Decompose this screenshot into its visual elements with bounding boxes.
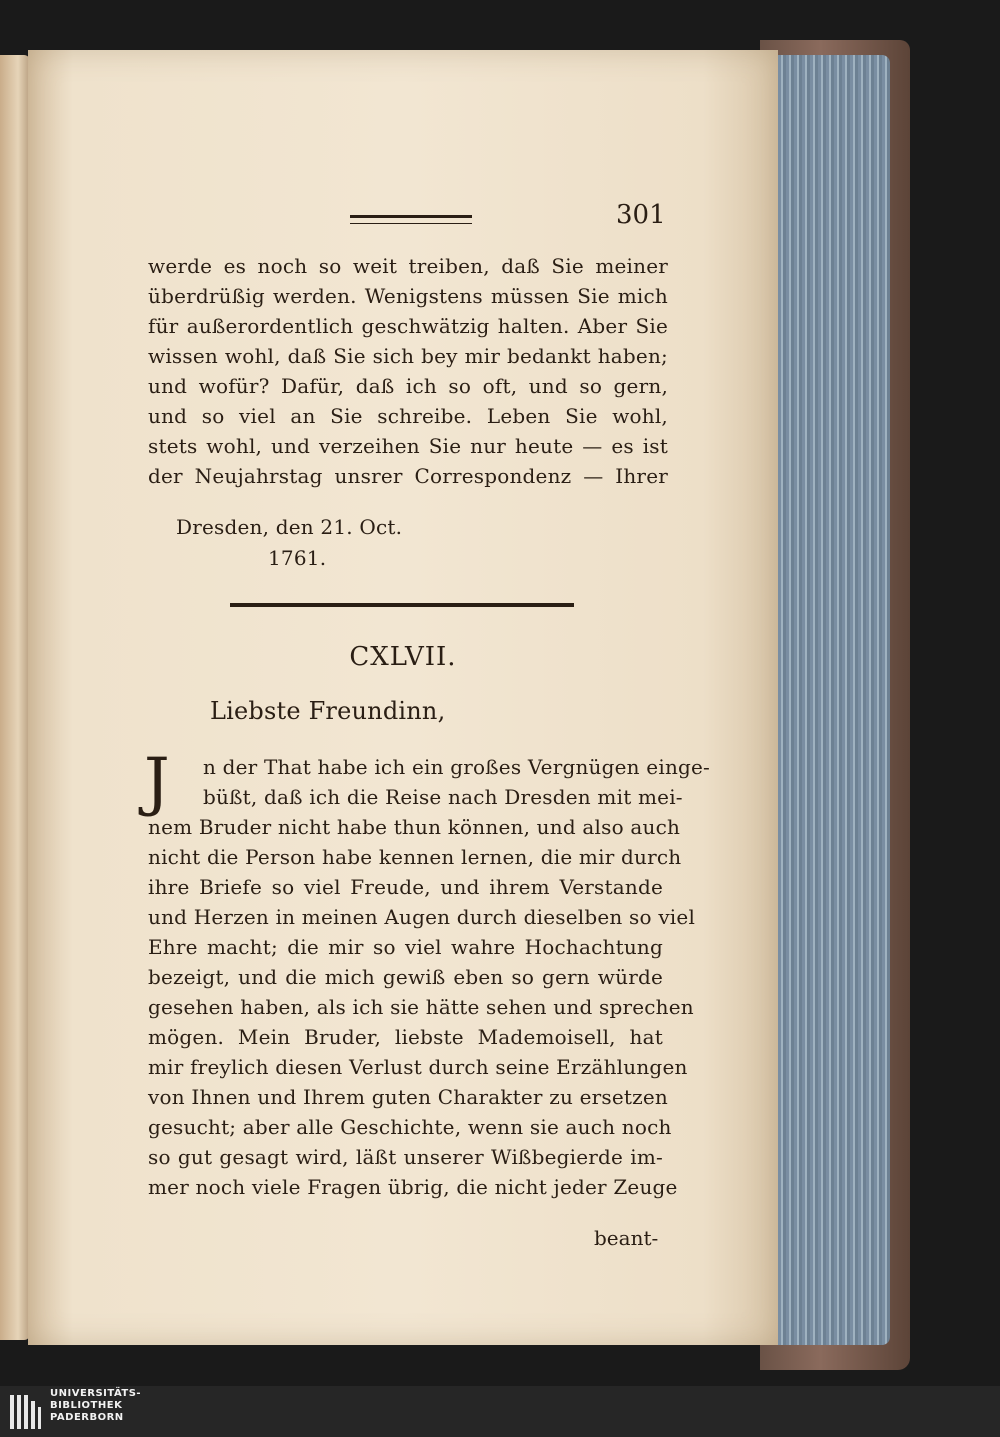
- facing-page-edge: [0, 55, 30, 1340]
- text-line: und Herzen in meinen Augen durch dieselben so viel: [148, 905, 696, 929]
- text-line: gesucht; aber alle Geschichte, wenn sie auch noch: [148, 1115, 672, 1139]
- text-line: stets wohl, und verzeihen Sie nur heute — es ist: [148, 434, 668, 458]
- text-line: nem Bruder nicht habe thun können, und also auch: [148, 815, 681, 839]
- header-rule: [350, 215, 472, 224]
- text-line: ihre Briefe so viel Freude, und ihrem Verstande: [148, 875, 663, 899]
- text-line: n der That habe ich ein großes Vergnügen einge-: [203, 755, 711, 779]
- letter-number: CXLVII.: [349, 642, 457, 672]
- text-line: so gut gesagt wird, läßt unserer Wißbegierde im-: [148, 1145, 663, 1169]
- catchword: beant-: [594, 1226, 659, 1250]
- page-number: 301: [616, 200, 666, 230]
- library-logo-text: [50, 1388, 141, 1424]
- previous-letter-ending: [148, 251, 668, 491]
- text-line: Ehre macht; die mir so viel wahre Hochachtung: [148, 935, 663, 959]
- text-line: mir freylich diesen Verlust durch seine Erzählungen: [148, 1055, 688, 1079]
- text-line: von Ihnen und Ihrem guten Charakter zu ersetzen: [148, 1085, 668, 1109]
- text-line: mer noch viele Fragen übrig, die nicht jeder Zeuge: [148, 1175, 678, 1199]
- text-line: büßt, daß ich die Reise nach Dresden mit mei-: [203, 785, 683, 809]
- text-line: und so viel an Sie schreibe. Leben Sie wohl,: [148, 404, 668, 428]
- letter-body: [148, 752, 711, 1202]
- text-line: nicht die Person habe kennen lernen, die mir durch: [148, 845, 682, 869]
- place-date: Dresden, den 21. Oct.: [176, 515, 403, 539]
- text-line: überdrüßig werden. Wenigstens müssen Sie mich: [148, 284, 668, 308]
- section-divider: [230, 603, 574, 607]
- library-logo-icon: [8, 1391, 42, 1433]
- text-line: bezeigt, und die mich gewiß eben so gern würde: [148, 965, 663, 989]
- book-page: [28, 50, 778, 1345]
- logo-line: BIBLIOTHEK: [50, 1400, 123, 1411]
- text-line: für außerordentlich geschwätzig halten. Aber Sie: [148, 314, 668, 338]
- text-line: wissen wohl, daß Sie sich bey mir bedankt haben;: [148, 344, 668, 368]
- salutation: Liebste Freundinn,: [210, 697, 446, 725]
- text-line: gesehen haben, als ich sie hätte sehen und sprechen: [148, 995, 694, 1019]
- text-line: werde es noch so weit treiben, daß Sie meiner: [148, 254, 668, 278]
- footer-bar: [0, 1386, 1000, 1437]
- year: 1761.: [268, 546, 327, 570]
- text-line: mögen. Mein Bruder, liebste Mademoisell, hat: [148, 1025, 663, 1049]
- logo-line: PADERBORN: [50, 1412, 124, 1423]
- text-line: der Neujahrstag unsrer Correspondenz — Ihrer: [148, 464, 668, 488]
- page-block-fore-edge: [770, 55, 890, 1345]
- drop-cap: J: [144, 745, 170, 819]
- logo-line: UNIVERSITÄTS-: [50, 1388, 142, 1399]
- text-line: und wofür? Dafür, daß ich so oft, und so gern,: [148, 374, 668, 398]
